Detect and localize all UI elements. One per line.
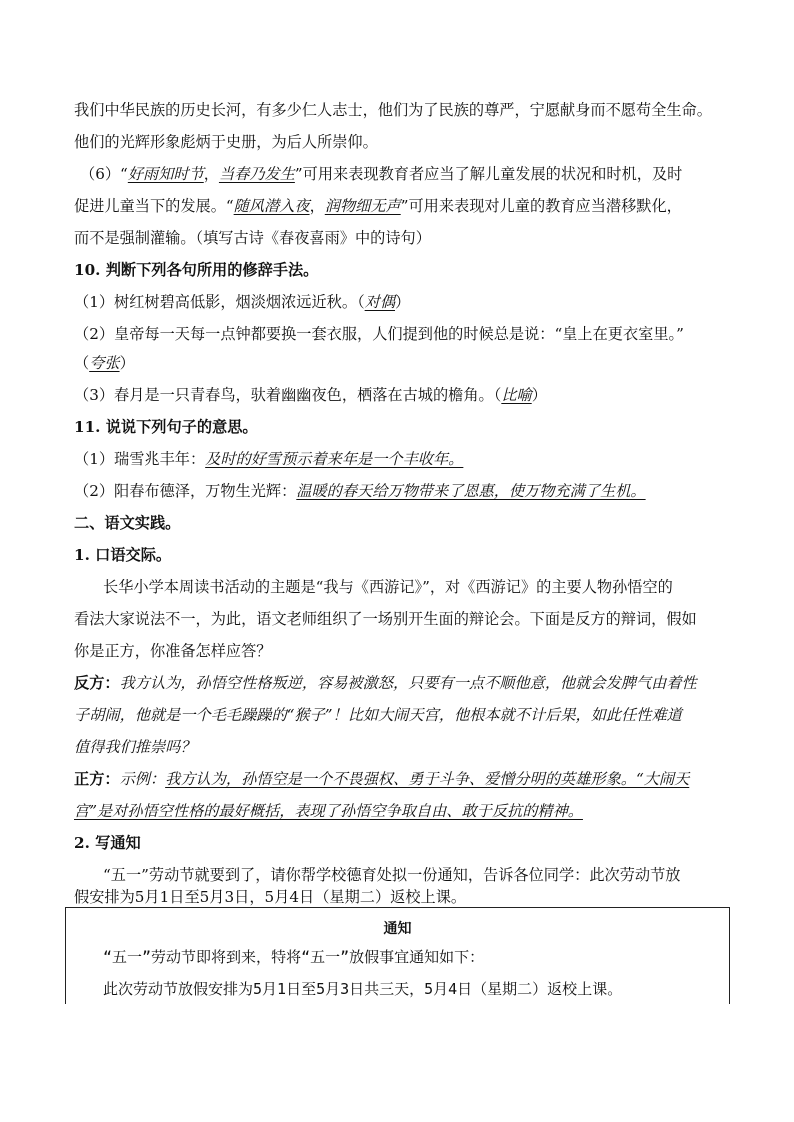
notice-task-line: “五一”劳动节就要到了，请你帮学校德育处拟一份通知，告诉各位同学：此次劳动节放 (103, 866, 681, 884)
notice-task-title: 2. 写通知 (74, 834, 141, 852)
question-11-item-2: （2）阳春布德泽，万物生光辉：温暖的春天给万物带来了恩惠，使万物充满了生机。 (74, 482, 646, 500)
oral-paragraph-line: 看法大家说法不一，为此，语文老师组织了一场别开生面的辩论会。下面是反方的辩词，假如 (74, 610, 697, 628)
answer-blank: 夸张 (89, 354, 120, 372)
paragraph-line: 我们中华民族的历史长河，有多少仁人志士，他们为了民族的尊严，宁愿献身而不愿苟全生命。 (74, 101, 712, 119)
answer-blank: 我方认为，孙悟空是一个不畏强权、勇于斗争、爱憎分明的英雄形象。“大闹天 (165, 770, 690, 788)
con-argument-line: 值得我们推崇吗？ (74, 738, 196, 756)
answer-blank: 当春乃发生 (218, 165, 295, 183)
answer-blank: 温暖的春天给万物带来了恩惠，使万物充满了生机。 (296, 482, 646, 500)
notice-answer-box (65, 907, 730, 1004)
question-10-item-2-answer: （夸张） (74, 354, 135, 372)
oral-paragraph-line: 长华小学本周读书活动的主题是“我与《西游记》”，对《西游记》的主要人物孙悟空的 (103, 578, 673, 596)
answer-blank: 润物细无声 (324, 197, 401, 215)
con-label: 反方： (74, 674, 120, 692)
question-11-item-1: （1）瑞雪兆丰年：及时的好雪预示着来年是一个丰收年。 (74, 450, 464, 468)
answer-blank: 随风潜入夜 (233, 197, 310, 215)
pro-argument-line: 正方：示例：我方认为，孙悟空是一个不畏强权、勇于斗争、爱憎分明的英雄形象。“大闹天 (74, 770, 690, 788)
notice-line: 此次劳动节放假安排为5月1日至5月3日共三天，5月4日（星期二）返校上课。 (103, 980, 623, 998)
notice-task-line: 假安排为5月1日至5月3日，5月4日（星期二）返校上课。 (74, 888, 467, 906)
question-10-title: 10. 判断下列各句所用的修辞手法。 (74, 261, 319, 279)
notice-line: “五一”劳动节即将到来，特将“五一”放假事宜通知如下： (103, 948, 485, 966)
con-argument-line: 子胡闹，他就是一个毛毛躁躁的“猴子”！比如大闹天宫，他根本就不计后果，如此任性难道 (74, 706, 682, 724)
question-11-title: 11. 说说下列句子的意思。 (74, 418, 258, 436)
question-6-line-1: （6）“好雨知时节，当春乃发生”可用来表现教育者应当了解儿童发展的状况和时机，及时 (80, 165, 683, 183)
notice-title: 通知 (383, 921, 412, 937)
section-heading: 二、语文实践。 (74, 514, 181, 532)
question-6-line-2: 促进儿童当下的发展。“随风潜入夜，润物细无声”可用来表现对儿童的教育应当潜移默化， (74, 197, 682, 215)
answer-blank: 对偶 (364, 293, 396, 311)
pro-label: 正方： (74, 770, 120, 788)
answer-blank: 比喻 (501, 386, 532, 404)
question-6-line-3: 而不是强制灌输。（填写古诗《春夜喜雨》中的诗句） (74, 229, 431, 247)
question-10-item-1: （1）树红树碧高低影，烟淡烟浓远近秋。（对偶） (74, 293, 411, 311)
oral-paragraph-line: 你是正方，你准备怎样应答？ (74, 642, 272, 660)
answer-blank: 好雨知时节 (127, 165, 204, 183)
con-argument-line: 反方：我方认为，孙悟空性格叛逆，容易被激怒，只要有一点不顺他意，他就会发脾气由着性 (74, 674, 697, 692)
answer-blank: 及时的好雪预示着来年是一个丰收年。 (205, 450, 464, 468)
question-10-item-2: （2）皇帝每一天每一点钟都要换一套衣服，人们提到他的时候总是说：“皇上在更衣室里。” (74, 325, 684, 343)
paragraph-line: 他们的光辉形象彪炳于史册，为后人所崇仰。 (74, 133, 378, 151)
pro-argument-line: 宫”是对孙悟空性格的最好概括，表现了孙悟空争取自由、敢于反抗的精神。 (74, 802, 583, 820)
question-10-item-3: （3）春月是一只青春鸟，驮着幽幽夜色，栖落在古城的檐角。（比喻） (74, 386, 547, 404)
oral-title: 1. 口语交际。 (74, 546, 172, 564)
